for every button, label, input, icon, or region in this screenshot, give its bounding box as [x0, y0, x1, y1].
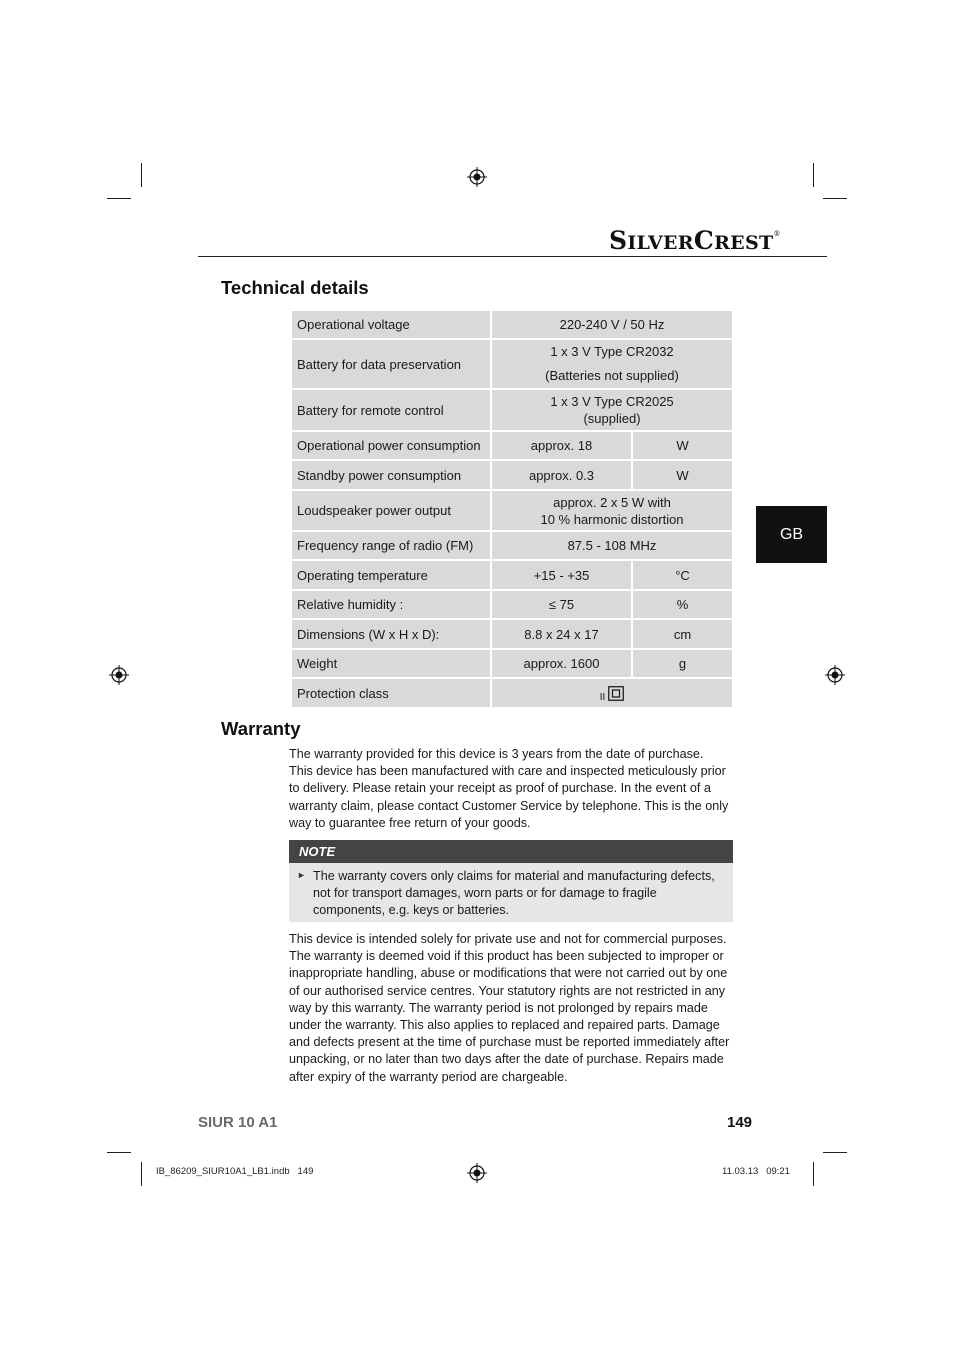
spec-unit: W	[632, 460, 733, 490]
note-text: The warranty covers only claims for material and manufacturing defects, not for transport damages, worn parts or for damage to fragile components, e.g. keys or batteries.	[313, 869, 715, 918]
spec-value-line: 1 x 3 V Type CR2025	[550, 394, 674, 409]
section-heading-technical-details: Technical details	[221, 277, 369, 298]
spec-value: ≤ 75	[491, 590, 632, 619]
crop-mark	[141, 1162, 142, 1186]
note-header	[289, 840, 733, 863]
header-rule	[198, 256, 827, 257]
brand-logo: SILVERCREST®	[609, 226, 781, 255]
page-number: 149	[727, 1114, 753, 1131]
spec-label: Operational voltage	[291, 310, 491, 339]
spec-label: Protection class	[291, 678, 491, 708]
crop-mark	[813, 163, 814, 187]
spec-value-line: (Batteries not supplied)	[545, 368, 679, 383]
spec-label: Weight	[291, 649, 491, 678]
spec-table	[290, 309, 734, 709]
registration-mark-icon	[467, 1163, 487, 1183]
section-heading-warranty: Warranty	[221, 718, 301, 739]
spec-unit: cm	[632, 619, 733, 649]
protection-class-label: II	[599, 691, 606, 703]
crop-mark	[823, 198, 847, 199]
crop-mark	[813, 1162, 814, 1186]
spec-value	[491, 339, 733, 389]
warranty-paragraph: This device is intended solely for private use and not for commercial purposes. The warranty is deemed void if this product has been subjected to improper or inappropriate handling, abuse or modifications that were not carried out by one of our authorised service centres. Your statutory rights are not restricted in any way by this warranty. The warranty period is not prolonged by repairs made under the warranty. This also applies to replaced and repaired parts. Damage and defects present at the time of purchase must be reported immediately after unpacking, or no later than two days after the date of purchase. Repairs made after expiry of the warranty period are chargeable.	[289, 932, 730, 1084]
spec-row	[291, 560, 733, 590]
language-tab: GB	[756, 506, 827, 563]
crop-mark	[107, 1152, 131, 1153]
spec-unit: %	[632, 590, 733, 619]
arrow-right-icon: ►	[297, 870, 306, 880]
spec-row	[291, 678, 733, 708]
crop-mark	[141, 163, 142, 187]
spec-row	[291, 310, 733, 339]
spec-value: 8.8 x 24 x 17	[491, 619, 632, 649]
spec-unit: g	[632, 649, 733, 678]
spec-label: Battery for remote control	[291, 389, 491, 431]
spec-label: Frequency range of radio (FM)	[291, 531, 491, 560]
registration-mark-icon	[467, 167, 487, 187]
registration-mark-icon	[825, 665, 845, 685]
protection-class-ii-icon	[608, 686, 624, 701]
crop-mark	[823, 1152, 847, 1153]
spec-row	[291, 531, 733, 560]
spec-label: Dimensions (W x H x D):	[291, 619, 491, 649]
spec-row	[291, 431, 733, 460]
spec-value: +15 - +35	[491, 560, 632, 590]
spec-value-line: 10 % harmonic distortion	[540, 511, 684, 527]
spec-label: Battery for data preservation	[291, 339, 491, 389]
spec-label: Relative humidity :	[291, 590, 491, 619]
spec-value-line: 1 x 3 V Type CR2032	[550, 344, 674, 359]
spec-value	[491, 490, 733, 531]
model-number: SIUR 10 A1	[198, 1114, 278, 1131]
print-slug-file: IB_86209_SIUR10A1_LB1.indb 149	[156, 1166, 314, 1177]
spec-row	[291, 619, 733, 649]
spec-row	[291, 339, 733, 389]
spec-label: Standby power consumption	[291, 460, 491, 490]
spec-row	[291, 389, 733, 431]
spec-row	[291, 590, 733, 619]
spec-value	[491, 389, 733, 431]
print-slug-date: 11.03.13 09:21	[722, 1166, 790, 1177]
spec-value-line: approx. 2 x 5 W with	[553, 494, 671, 510]
spec-label: Operational power consumption	[291, 431, 491, 460]
spec-label: Operating temperature	[291, 560, 491, 590]
spec-value: approx. 1600	[491, 649, 632, 678]
spec-value-line: (supplied)	[583, 411, 641, 426]
spec-row	[291, 490, 733, 531]
spec-value: approx. 0.3	[491, 460, 632, 490]
spec-unit: °C	[632, 560, 733, 590]
warranty-paragraph: The warranty provided for this device is 3 years from the date of purchase. This device has been manufactured with care and inspected meticulously prior to delivery. Please retain your receipt as proof of purchase. In the event of a warranty claim, please contact Customer Service by telephone. This is the only way to guarantee free return of your goods.	[289, 747, 729, 830]
spec-label: Loudspeaker power output	[291, 490, 491, 531]
note-box	[289, 863, 733, 922]
spec-value: 87.5 - 108 MHz	[491, 531, 733, 560]
registration-mark-icon	[109, 665, 129, 685]
spec-value: approx. 18	[491, 431, 632, 460]
crop-mark	[107, 198, 131, 199]
spec-value	[491, 678, 733, 708]
note-title: NOTE	[299, 844, 336, 859]
spec-unit: W	[632, 431, 733, 460]
spec-row	[291, 649, 733, 678]
spec-value: 220-240 V / 50 Hz	[491, 310, 733, 339]
spec-row	[291, 460, 733, 490]
